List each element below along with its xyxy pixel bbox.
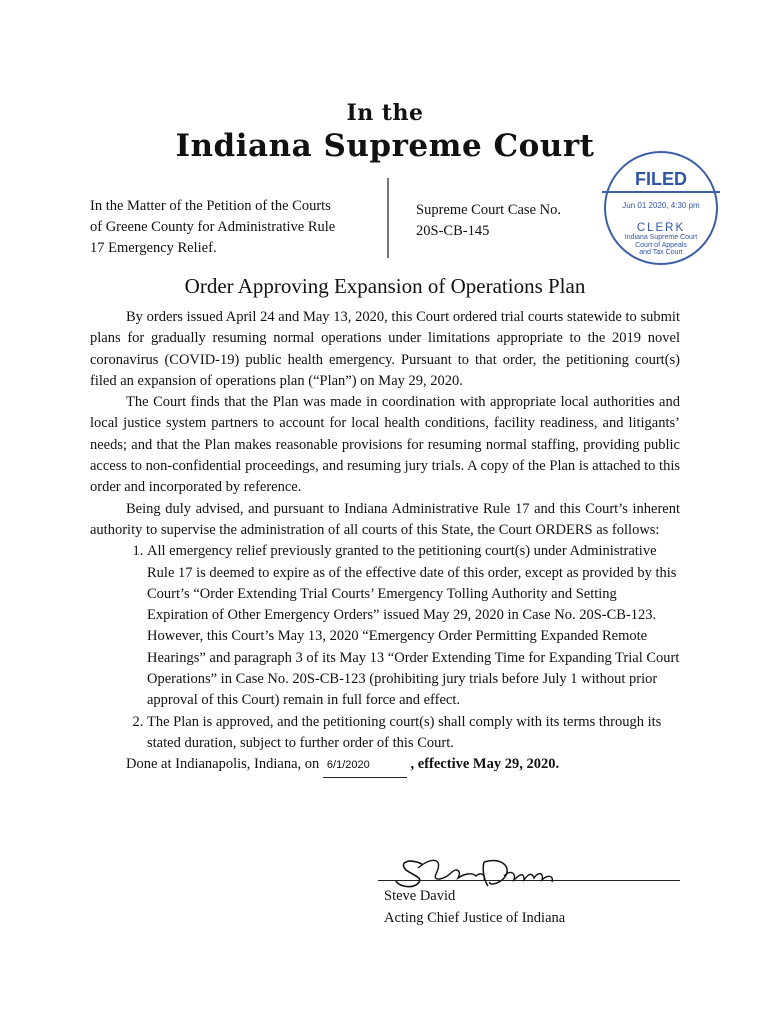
done-line	[90, 754, 680, 777]
signer-name: Steve David	[384, 888, 456, 904]
signature-line	[378, 880, 680, 881]
done-prefix: Done at Indianapolis, Indiana, on	[126, 756, 320, 773]
matter-caption	[90, 196, 370, 259]
stamp-court-lines	[606, 234, 716, 257]
order-item: 2. The Plan is approved, and the petitioning court(s) shall comply with its terms through its stated duration, subject to further order of this Court.	[147, 712, 680, 755]
case-number-value: 20S-CB-145	[416, 223, 490, 239]
stamp-filed-label: FILED	[635, 169, 687, 189]
stamp-court-line: Indiana Supreme Court	[624, 234, 698, 241]
order-body	[90, 307, 680, 778]
handwritten-signature	[392, 852, 562, 888]
caption-divider	[387, 178, 389, 258]
case-number-label: Supreme Court Case No.	[416, 202, 561, 218]
court-name-heading: Indiana Supreme Court	[175, 128, 595, 164]
order-paragraph: Being duly advised, and pursuant to Indiana Administrative Rule 17 and this Court’s inherent authority to supervise the administration of all courts of this State, the Court ORDERS as follows:	[90, 500, 680, 538]
orders-list	[90, 541, 680, 754]
order-paragraph: The Court finds that the Plan was made in coordination with appropriate local authorities and local justice system partners to account for local health conditions, facility readiness, and litigants’ needs; and that the Plan makes reasonable provisions for resuming normal staffing, providing public access to non-confidential proceedings, and resuming jury trials. A copy of the Plan is attached to this order and incorporated by reference.	[90, 394, 680, 496]
done-effective: , effective May 29, 2020.	[410, 756, 560, 773]
signer-title: Acting Chief Justice of Indiana	[384, 910, 566, 926]
signature-block	[384, 885, 565, 929]
matter-line: of Greene County for Administrative Rule	[90, 219, 336, 235]
stamp-date: Jun 01 2020, 4:30 pm	[622, 201, 700, 210]
matter-line: 17 Emergency Relief.	[90, 240, 217, 256]
done-date-field: 6/1/2020	[323, 755, 407, 777]
filed-stamp	[604, 151, 718, 265]
stamp-divider	[602, 191, 720, 193]
order-title: Order Approving Expansion of Operations Plan	[184, 274, 586, 298]
stamp-clerk-label: CLERK	[636, 222, 686, 234]
stamp-court-line: Court of Appeals	[635, 241, 687, 249]
stamp-court-line: and Tax Court	[639, 249, 683, 256]
court-pre-title: In the	[346, 100, 424, 126]
order-paragraph: By orders issued April 24 and May 13, 2020, this Court ordered trial courts statewide to submit plans for gradually resuming normal operations under limitations appropriate to the 2019 novel coronavirus (COVID-19) public health emergency. Pursuant to that order, the petitioning court(s) filed an expansion of operations plan (“Plan”) on May 29, 2020.	[90, 309, 680, 389]
case-number-block	[416, 200, 561, 242]
order-item: 1. All emergency relief previously granted to the petitioning court(s) under Administrative Rule 17 is deemed to expire as of the effective date of this order, except as provided by this Court’s “Order Extending Trial Courts’ Emergency Tolling Authority and Setting Expiration of Other Emergency Orders” issued May 29, 2020 in Case No. 20S-CB-123. However, this Court’s May 13, 2020 “Emergency Order Permitting Expanded Remote Hearings” and paragraph 3 of its May 13 “Order Extending Time for Expanding Trial Court Operations” in Case No. 20S-CB-123 (prohibiting jury trials before July 1 without prior approval of this Court) remain in full force and effect.	[147, 541, 680, 711]
matter-line: In the Matter of the Petition of the Courts	[90, 198, 331, 214]
